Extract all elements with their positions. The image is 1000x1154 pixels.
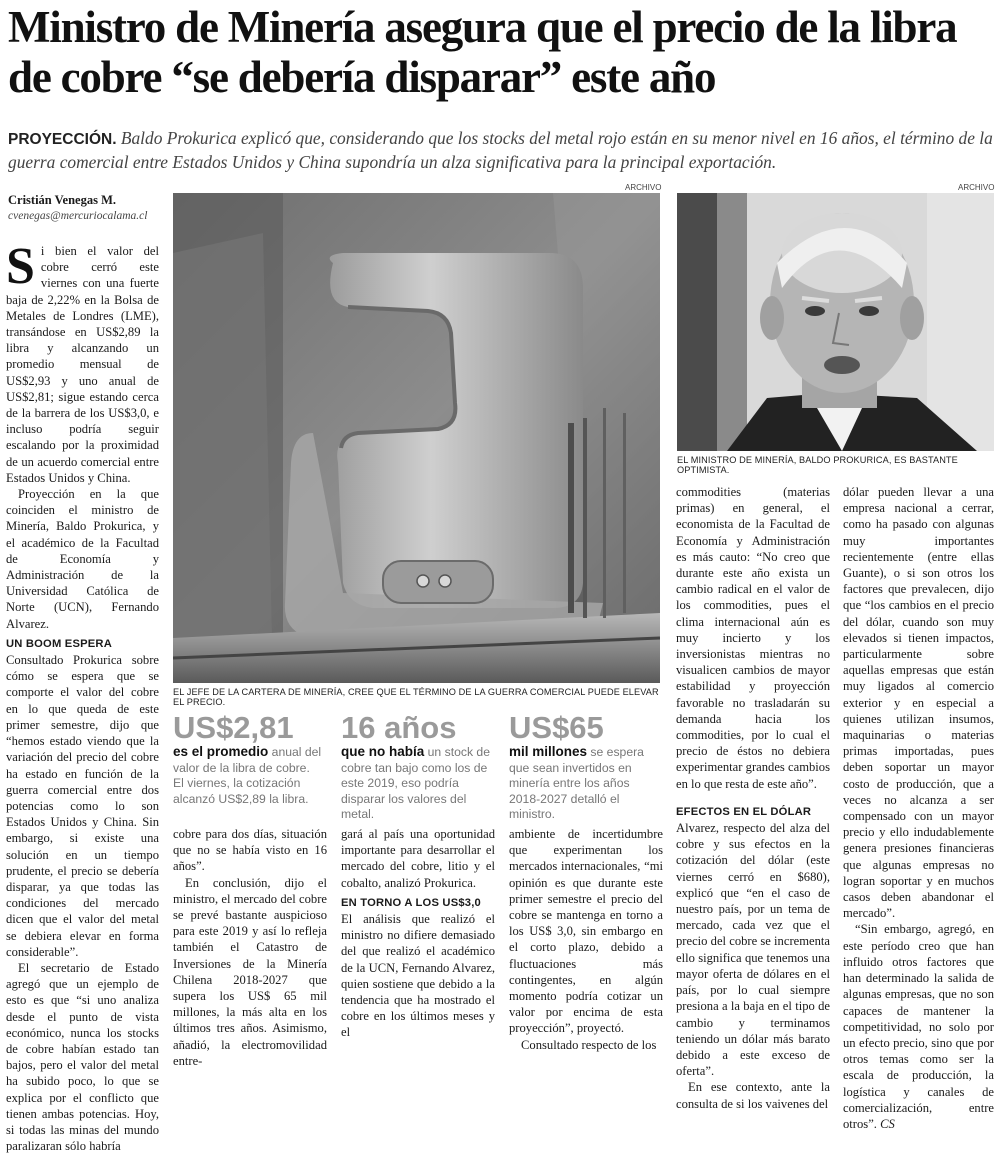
headline: Ministro de Minería asegura que el precio de la libra de cobre “se debería disparar” este año xyxy=(8,2,957,102)
paragraph: El análisis que realizó el ministro no difiere demasiado del que realizó el académico de la UCN, Fernando Alvarez, quien sostiene que debido a la tendencia que ha mostrado el cobre en los últimos meses y el xyxy=(341,912,495,1040)
byline-email: cvenegas@mercuriocalama.cl xyxy=(8,210,148,222)
deck xyxy=(8,127,993,174)
paragraph: Si bien el valor del cobre cerró este viernes con una fuerte baja de 2,22% en la Bolsa de Metales de Londres (LME), transándose en US$2,89 la libra y alcanzando un promedio mensual de US$2,93 y uno anual de US$2,81; sigue estando cerca de la barrera de los US$3,0, e incluso podría seguir escalando por la proximidad de un acuerdo comercial entre Estados Unidos y China. xyxy=(6,238,159,485)
stat-box-1 xyxy=(173,712,323,807)
stat-value: US$2,81 xyxy=(173,710,294,745)
dropcap: S xyxy=(6,238,35,295)
copper-cathode-illustration xyxy=(173,193,660,683)
deck-kicker: PROYECCIÓN. xyxy=(8,131,117,148)
minister-portrait-illustration xyxy=(677,193,994,451)
subhead-dolar: EFECTOS EN EL DÓLAR xyxy=(676,805,812,818)
article-column-2 xyxy=(173,826,327,1069)
main-photo-credit: ARCHIVO xyxy=(625,183,662,192)
subhead-boom: UN BOOM ESPERA xyxy=(6,637,112,650)
paragraph: dólar pueden llevar a una empresa nacional a cerrar, como ha pasado con algunas muy importantes recientemente (entre ellas Guante), o si son otros los factores que prevalecen, dijo que “los cambios en el precio del dólar, cuando son muy elevados si tienen impactos, particularmente sobre aquellas empresas que están muy ligados al comercio exterior y en especial a quienes utilizan insumos, maquinarias o materias primas importadas, pues deben soportar un mayor costo de producción, que a veces no alcanza a ser compensado con un mayor precio y ello indudablemente genera presiones financieras que algunas empresas no logran soportar y en muchos casos deben abandonar el mercado”. xyxy=(843,485,994,921)
paragraph: cobre para dos días, situación que no se había visto en 16 años”. xyxy=(173,827,327,874)
paragraph: “Sin embargo, agregó, en este período creo que han influido otros factores que han determinado la salida de algunas empresas, que no son capaces de mantener la competitividad, no solo por un efecto precio, sino que por otros temas como ser la escala de producción, la logística y canales de comercialización, entre otros”. CS xyxy=(843,922,994,1131)
stat-description: es el promedio anual del valor de la libra de cobre. El viernes, la cotización alcanzó US$2,89 la libra. xyxy=(173,744,322,806)
article-column-4 xyxy=(509,826,663,1053)
signoff-initials: CS xyxy=(880,1116,895,1131)
paragraph: Consultado Prokurica sobre cómo se espera que se comporte el valor del cobre en lo que queda de este primer semestre, dijo que “hemos estado viendo que la variación del precio del cobre ha estado en función de la guerra comercial entre dos potencias como lo son Estados Unidos y China. Sin embargo, si existe una solución en un tiempo prudente, el precio se debería disparar, ya que todas las condiciones del mercado dicen que el valor del metal se debiera elevar en forma considerable”. xyxy=(6,653,159,959)
paragraph: Proyección en la que coinciden el ministro de Minería, Baldo Prokurica, y el académico de la Facultad de Economía y Administración de la Universidad Católica de Norte (UCN), Fernando Alvarez. xyxy=(6,487,159,631)
paragraph: commodities (materias primas) en general, el economista de la Facultad de Economía y Administración es más cauto: “No creo que durante este año exista un cambio radical en el valor de los commodities, pues el clima internacional aún es muy incierto y los inversionistas mientras no visualicen cambios de mayor estabilidad y proyección favorable no trasladarán su demanda hacia los commodities, por lo cual el precio de éstos no debiera experimentar grandes cambios en lo que resta de este año”. xyxy=(676,485,830,791)
stat-value: 16 años xyxy=(341,710,457,745)
article-column-5 xyxy=(676,484,830,1112)
portrait-caption: EL MINISTRO DE MINERÍA, BALDO PROKURICA, ES BASTANTE OPTIMISTA. xyxy=(677,455,958,475)
subhead-torno: EN TORNO A LOS US$3,0 xyxy=(341,896,481,909)
stat-box-3 xyxy=(509,712,661,823)
byline-author: Cristián Venegas M. xyxy=(8,193,116,207)
paragraph: Alvarez, respecto del alza del cobre y sus efectos en la cotización del dólar (este viernes cerró en $680), explicó que “en el caso de nuestro país, por un tema de mercado, cada vez que el precio del cobre se incrementa ello significa que tenemos una mayor oferta de dólares en el país, por lo cual siempre presiona a la baja en el tipo de cambio y terminamos teniendo un dólar más barato debido a este exceso de oferta”. xyxy=(676,821,830,1079)
stat-box-2 xyxy=(341,712,493,823)
portrait-photo xyxy=(677,193,994,451)
paragraph: Consultado respecto de los xyxy=(521,1037,657,1052)
paragraph: gará al país una oportunidad importante para desarrollar el mercado del cobre, litio y el cobalto, analizó Prokurica. xyxy=(341,827,495,890)
portrait-credit: ARCHIVO xyxy=(958,183,995,192)
paragraph: El secretario de Estado agregó que un ejemplo de esto es que “si uno analiza desde el punto de vista económico, nunca los stocks de cobre habían estado tan bajos, pero el valor del metal ha subido poco, lo que se explica por el conflicto que tienen ambas potencias. Hoy, si todas las minas del mundo paralizaran sólo habría xyxy=(6,960,159,1154)
paragraph: En ese contexto, ante la consulta de si los vaivenes del xyxy=(676,1080,830,1111)
article-column-3 xyxy=(341,826,495,1041)
article-column-6 xyxy=(843,484,994,1132)
paragraph: En conclusión, dijo el ministro, el mercado del cobre se prevé bastante auspicioso para este 2019 y así lo refleja también el Catastro de Inversiones de la Minería Chilena 2018-2027 que supera los US$ 65 mil millones, la más alta en los últimos tres años. Asimismo, añadió, la electromovilidad entre- xyxy=(173,875,327,1068)
deck-text: Baldo Prokurica explicó que, considerando que los stocks del metal rojo están en su menor nivel en 16 años, el término de la guerra comercial entre Estados Unidos y China supondría un alza significativa para la principal exportación. xyxy=(8,128,993,172)
main-photo xyxy=(173,193,660,683)
paragraph: ambiente de incertidumbre que experimentan los mercados internacionales, “mi opinión es que durante este primer semestre el precio del cobre se mantenga en torno a los US$ 3,0, sin embargo en el corto plazo, debido a fluctuaciones más contingentes, en algún momento podría cotizar un valor por encima de esta proyección”, proyectó. xyxy=(509,827,663,1036)
stat-description: que no había un stock de cobre tan bajo como los de este 2019, eso podría disparar los valores del metal. xyxy=(341,744,490,821)
main-photo-caption: EL JEFE DE LA CARTERA DE MINERÍA, CREE QUE EL TÉRMINO DE LA GUERRA COMERCIAL PUEDE ELEVAR EL PRECIO. xyxy=(173,687,659,707)
stat-value: US$65 xyxy=(509,710,604,745)
stat-description: mil millones se espera que sean invertidos en minería entre los años 2018-2027 detalló el ministro. xyxy=(509,744,644,821)
article-column-1 xyxy=(6,238,159,1154)
